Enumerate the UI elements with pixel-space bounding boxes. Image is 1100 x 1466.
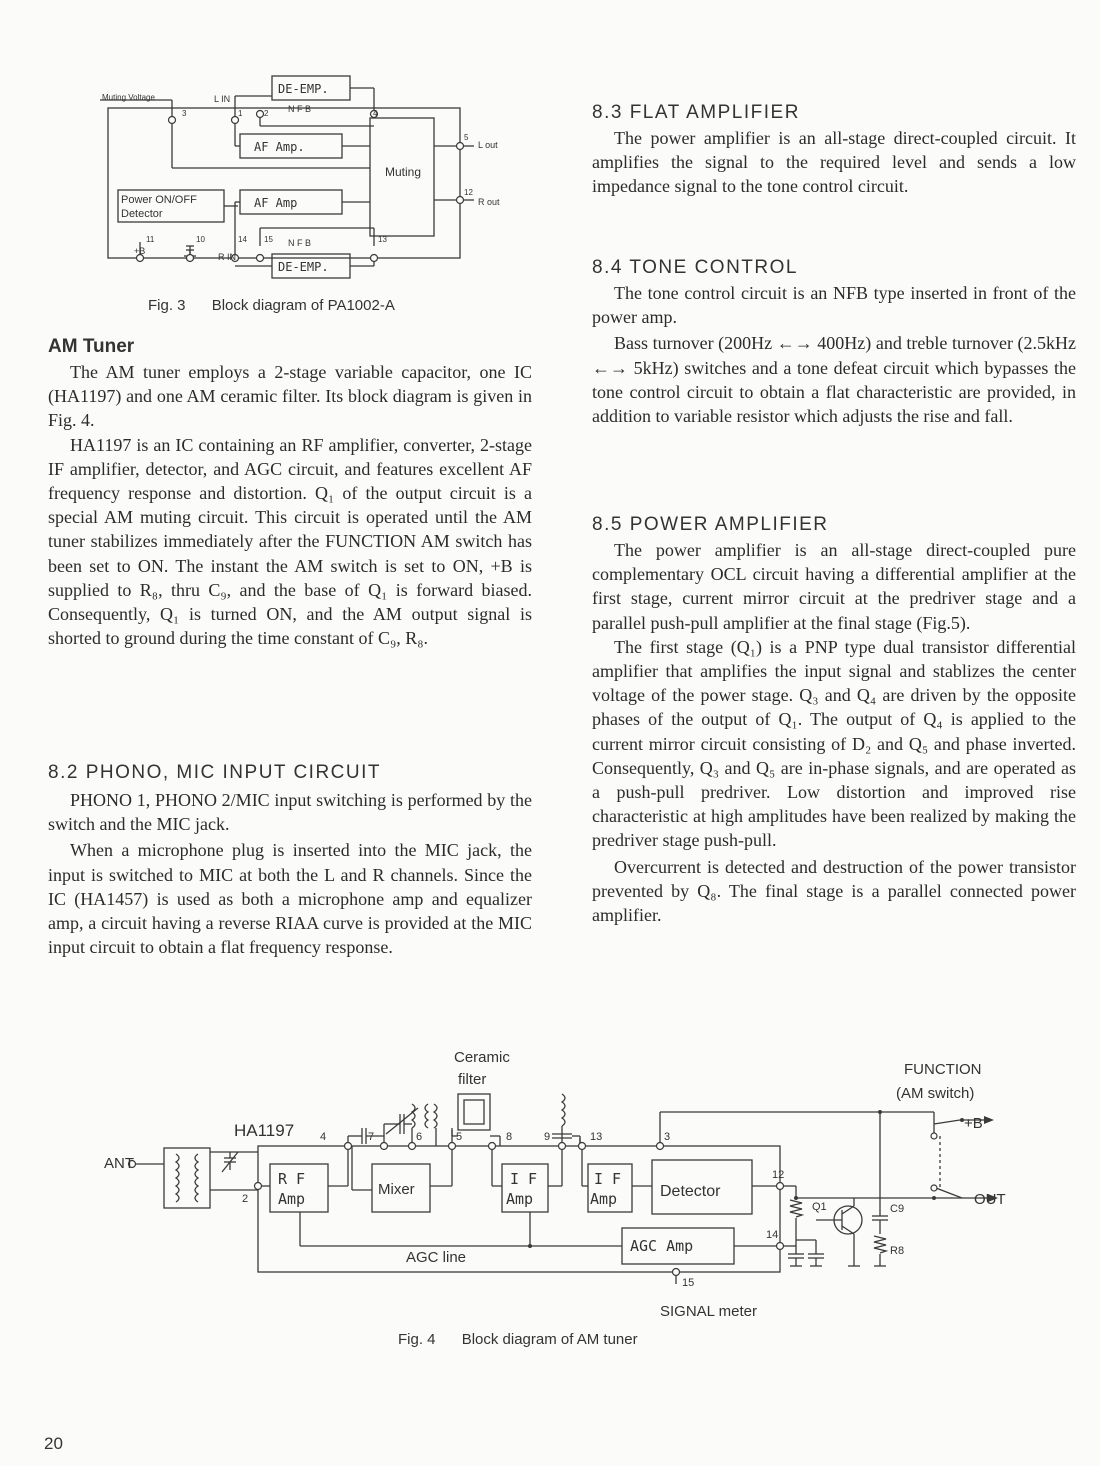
fig4-detector-label: Detector [660, 1183, 721, 1200]
fig3-pin-3: 3 [182, 109, 187, 118]
fig4-ceramic-line1: Ceramic [454, 1049, 510, 1066]
fig4-if1-line1: I F [510, 1170, 538, 1188]
fig4-if2-line1: I F [594, 1170, 622, 1188]
fig4-pin-4: 4 [320, 1131, 327, 1143]
fig4-signal-meter-label: SIGNAL meter [660, 1303, 757, 1320]
fig3-caption-text: Block diagram of PA1002-A [211, 297, 395, 314]
section-8-5 [592, 514, 1076, 927]
fig4-pin-15: 15 [682, 1277, 695, 1289]
fig3-muting-voltage-label: Muting Voltage [102, 93, 155, 102]
fig4-caption-label: Fig. 4 [398, 1331, 436, 1348]
fig3-nfb-top-label: N F B [288, 104, 312, 114]
fig3-r-out-label: R out [478, 197, 500, 207]
fig4-ceramic-line2: filter [458, 1071, 487, 1088]
fig4-pin-6: 6 [416, 1131, 423, 1143]
fig4-r8-label: R8 [890, 1245, 905, 1257]
section-8-3 [592, 102, 1076, 199]
fig4-caption [398, 1331, 638, 1348]
section-8-5-paragraph-2: The first stage (Q₁) is a PNP type dual transistor differential amplifier that amplifies the input signal and stablizes the center voltage of the power stage. Q₃ and Q₄ are driven by the opposite phases of the output of Q₁. The output of Q₄ is applied to the current mirror circuit consisting of D₂ and Q₅ and phase inverted. Consequently, Q₃ and Q₅ are in-phase signals, and are operated as a push-pull predriver. Low distortion and improved rise characteristic at high amplitudes have been realized by making the predriver stage push-pull. [592, 636, 1076, 851]
fig3-pin-14: 14 [238, 235, 247, 244]
section-8-2-paragraph-1: PHONO 1, PHONO 2/MIC input switching is performed by the switch and the MIC jack. [48, 790, 532, 835]
section-8-3-heading: 8.3 FLAT AMPLIFIER [592, 102, 800, 123]
fig3-block-diagram [90, 68, 530, 290]
section-8-4 [592, 257, 1076, 428]
fig4-plus-b-label: +B [964, 1115, 983, 1132]
section-8-4-paragraph-2: Bass turnover (200Hz ←→ 400Hz) and treble turnover (2.5kHz ←→ 5kHz) switches and a tone defeat circuit which bypasses the tone control circuit to obtain a flat characteristic are provided, in addition to variable resistor which adjusts the rise and fall. [592, 333, 1076, 427]
fig3-plus-b-label: +B [134, 246, 146, 256]
fig4-pin-5: 5 [456, 1131, 463, 1143]
section-8-4-heading: 8.4 TONE CONTROL [592, 257, 798, 278]
fig4-pin-14: 14 [766, 1229, 779, 1241]
fig3-l-out-label: L out [478, 140, 498, 150]
fig4-function-line1: FUNCTION [904, 1061, 982, 1078]
fig4-mixer-label: Mixer [378, 1181, 415, 1198]
fig3-pin-2: 2 [264, 109, 269, 118]
fig4-pin-2: 2 [242, 1193, 249, 1205]
fig4-pin-3: 3 [664, 1131, 671, 1143]
fig3-pin-4: 4 [373, 109, 378, 118]
am-tuner-heading: AM Tuner [48, 336, 135, 357]
fig4-agc-amp-label: AGC Amp [630, 1237, 694, 1255]
fig4-pin-8: 8 [506, 1131, 513, 1143]
section-8-2 [48, 762, 532, 959]
fig4-pin-12: 12 [772, 1169, 785, 1181]
fig3-pin-15: 15 [264, 235, 273, 244]
section-8-5-heading: 8.5 POWER AMPLIFIER [592, 514, 829, 535]
section-8-3-paragraph-1: The power amplifier is an all-stage direct-coupled circuit. It amplifies the signal to the required level and sends a low impedance signal to the tone control circuit. [592, 128, 1076, 197]
fig3-pin-12: 12 [464, 188, 473, 197]
fig3-pin-13: 13 [378, 235, 387, 244]
fig4-if2-line2: Amp [590, 1190, 618, 1208]
fig4-pin-7: 7 [368, 1131, 375, 1143]
fig3-af-amp-bottom-label: AF Amp [254, 196, 298, 210]
fig4-rf-line1: R F [278, 1170, 306, 1188]
fig3-power-detector-line2: Detector [121, 208, 163, 220]
fig4-if1-line2: Amp [506, 1190, 534, 1208]
fig3-l-in-label: L IN [214, 94, 231, 104]
fig4-c9-label: C9 [890, 1203, 905, 1215]
am-tuner-section [48, 336, 532, 650]
fig4-agc-line-label: AGC line [406, 1249, 467, 1266]
fig3-pin-10: 10 [196, 235, 205, 244]
am-tuner-paragraph-2: HA1197 is an IC containing an RF amplifier, converter, 2-stage IF amplifier, detector, and AGC circuit, and features excellent AF frequency response and distortion. Q₁ of the output circuit is a special AM muting circuit. This circuit is operated until the AM tuner stabilizes immediately after the FUNCTION AM switch has been set to ON. The instant the AM switch is set to ON, +B is supplied to R₈, thru C₉, and the base of Q₁ is forward biased. Consequently, Q₁ is turned ON, and the AM output signal is shorted to ground during the time constant of C₉, R₈. [48, 434, 532, 649]
fig3-muting-label: Muting [385, 165, 422, 179]
fig3-pin-11: 11 [146, 235, 155, 244]
page-number: 20 [44, 1434, 63, 1453]
fig3-caption-label: Fig. 3 [148, 297, 186, 314]
section-8-5-paragraph-3: Overcurrent is detected and destruction of the power transistor prevented by Q₈. The final stage is a parallel connected power amplifier. [592, 856, 1076, 926]
fig4-ha1197-label: HA1197 [234, 1121, 295, 1140]
fig4-pin-13: 13 [590, 1131, 603, 1143]
section-8-5-paragraph-1: The power amplifier is an all-stage direct-coupled pure complementary OCL circuit having a differential amplifier at the first stage, current mirror circuit at the predriver stage and a parallel push-pull amplifier at the final stage (Fig.5). [592, 540, 1076, 633]
fig4-ant-label: ANT [104, 1155, 134, 1172]
fig4-function-line2: (AM switch) [896, 1085, 975, 1102]
fig3-power-detector-line1: Power ON/OFF [121, 194, 197, 206]
section-8-2-heading: 8.2 PHONO, MIC INPUT CIRCUIT [48, 762, 382, 783]
fig4-out-label: OUT [974, 1191, 1006, 1208]
fig3-af-amp-top-label: AF Amp. [254, 140, 305, 154]
fig4-caption-text: Block diagram of AM tuner [461, 1331, 638, 1348]
fig3-pin-5: 5 [464, 133, 469, 142]
am-tuner-paragraph-1: The AM tuner employs a 2-stage variable capacitor, one IC (HA1197) and one AM ceramic filter. Its block diagram is given in Fig. 4. [48, 362, 532, 431]
fig3-nfb-bottom-label: N F B [288, 238, 312, 248]
section-8-2-paragraph-2: When a microphone plug is inserted into the MIC jack, the input is switched to MIC at both the L and R channels. Since the IC (HA1457) is used as both a microphone amp and equalizer amp, a circuit having a reverse RIAA curve is provided at the MIC input circuit to obtain a flat frequency response. [48, 840, 532, 958]
section-8-4-paragraph-1: The tone control circuit is an NFB type inserted in front of the power amp. [592, 283, 1076, 328]
fig3-de-emp-bottom-label: DE-EMP. [278, 260, 329, 274]
fig3-pin-1: 1 [238, 109, 243, 118]
fig3-caption [148, 297, 395, 314]
fig4-block-diagram [100, 1040, 1020, 1330]
fig4-rf-line2: Amp [278, 1190, 306, 1208]
fig3-de-emp-top-label: DE-EMP. [278, 82, 329, 96]
fig4-pin-9: 9 [544, 1131, 551, 1143]
fig3-r-in-label: R IN [218, 252, 236, 262]
fig4-q1-label: Q1 [812, 1201, 827, 1213]
